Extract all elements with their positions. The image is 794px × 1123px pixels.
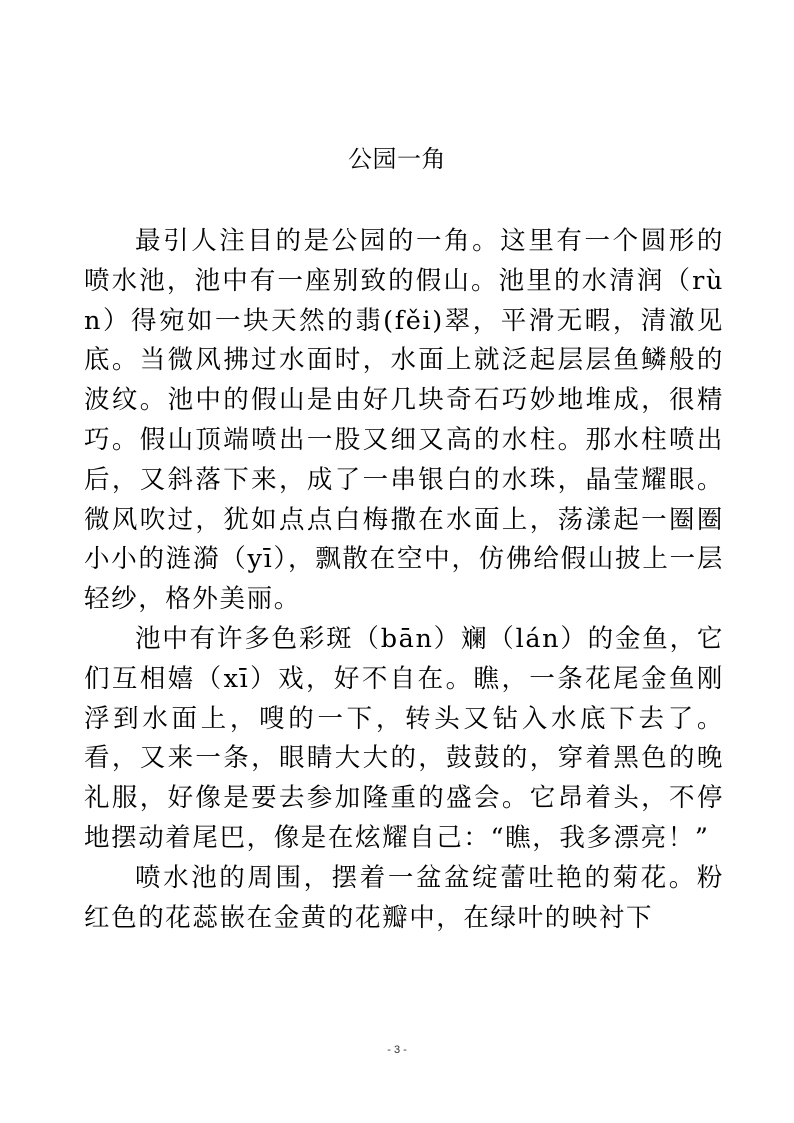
document-title: 公园一角 xyxy=(348,145,446,173)
page-number: - 3 - xyxy=(387,1044,407,1056)
document-body xyxy=(84,222,724,938)
paragraph-1: 最引人注目的是公园的一角。这里有一个圆形的喷水池，池中有一座别致的假山。池里的水清润（rùn）得宛如一块天然的翡(fěi)翠，平滑无暇，清澈见底。当微风拂过水面时，水面上就泛起层层鱼鳞般的波纹。池中的假山是由好几块奇石巧妙地堆成，很精巧。假山顶端喷出一股又细又高的水柱。那水柱喷出后，又斜落下来，成了一串银白的水珠，晶莹耀眼。微风吹过，犹如点点白梅撒在水面上，荡漾起一圈圈小小的涟漪（yī），飘散在空中，仿佛给假山披上一层轻纱，格外美丽。 xyxy=(84,226,724,615)
paragraph-3: 喷水池的周围，摆着一盆盆绽蕾吐艳的菊花。粉红色的花蕊嵌在金黄的花瓣中，在绿叶的映衬下 xyxy=(84,862,724,933)
paragraph-2: 池中有许多色彩斑（bān）斓（lán）的金鱼，它们互相嬉（xī）戏，好不自在。瞧，一条花尾金鱼刚浮到水面上，嗖的一下，转头又钻入水底下去了。看，又来一条，眼睛大大的，鼓鼓的，穿着黑色的晚礼服，好像是要去参加隆重的盛会。它昂着头，不停地摆动着尾巴，像是在炫耀自己：“瞧，我多漂亮！” xyxy=(84,623,724,853)
